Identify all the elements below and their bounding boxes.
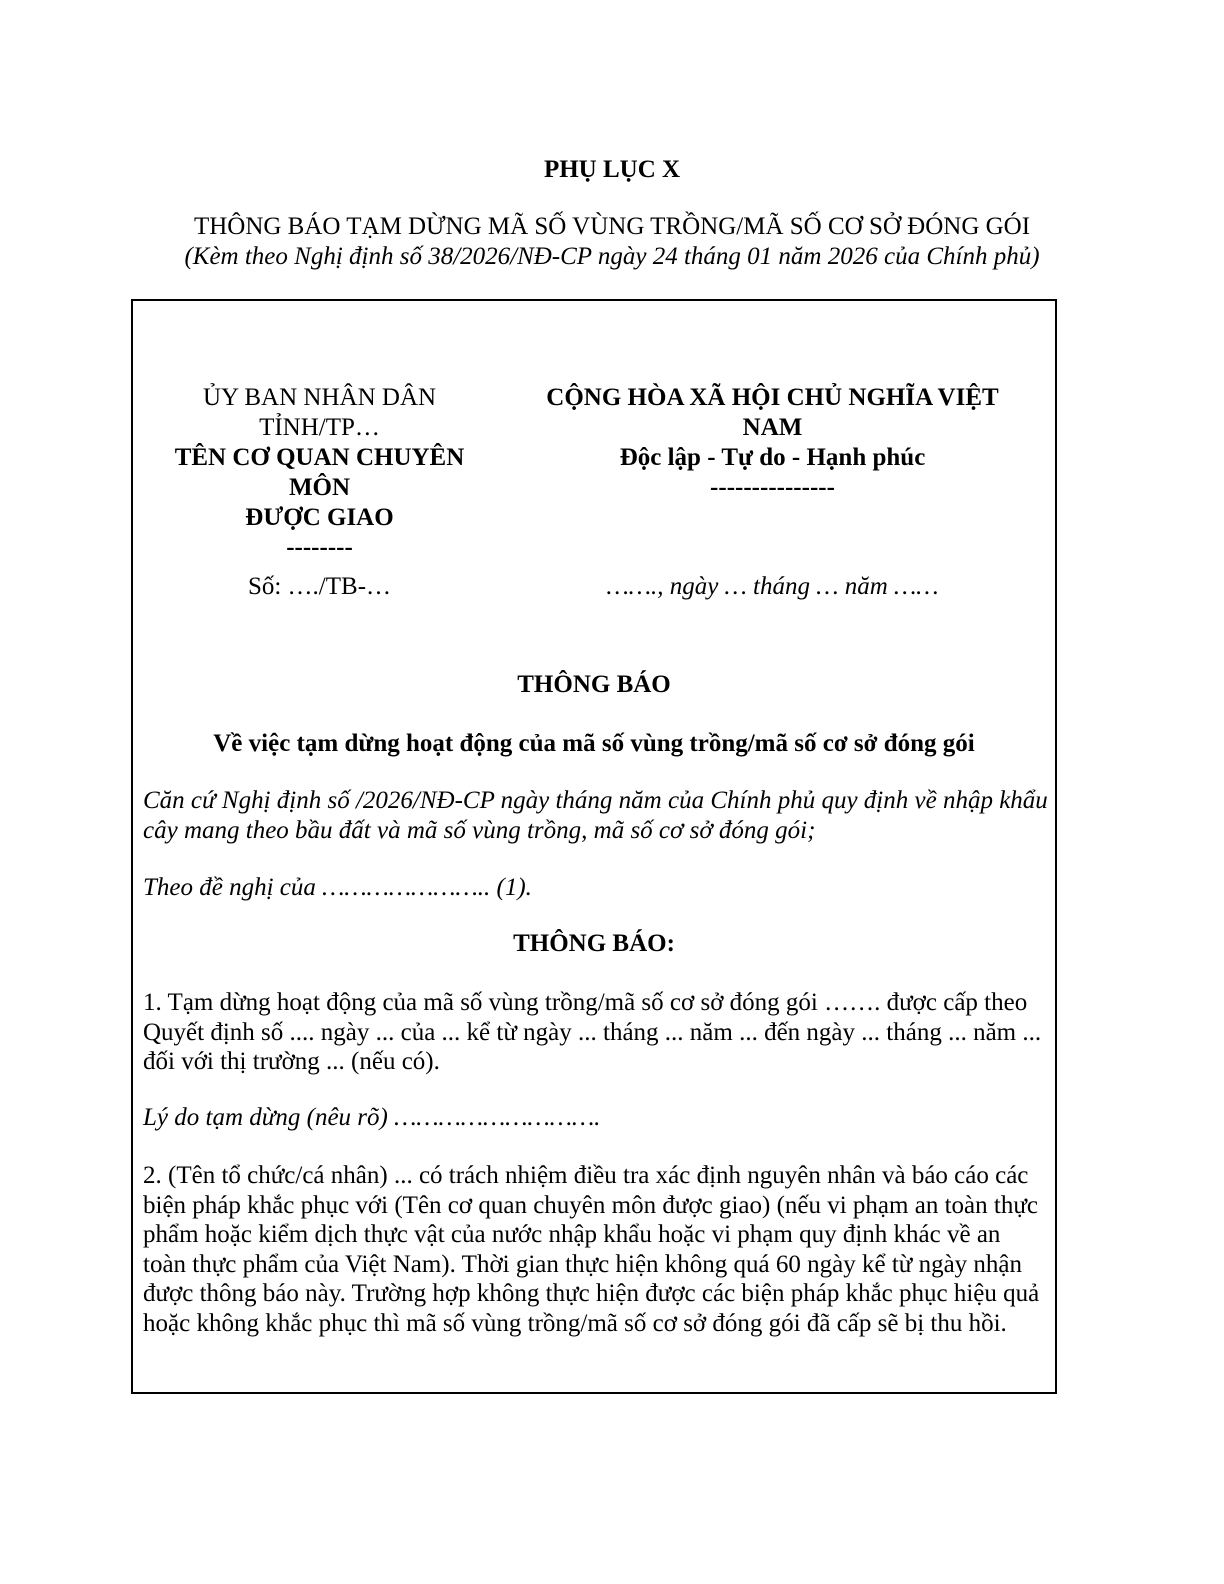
document-number: Số: …./TB-… <box>247 573 392 600</box>
national-title-line-2: NAM <box>742 414 803 441</box>
notice-title: THÔNG BÁO <box>517 671 671 698</box>
notice-subject: Về việc tạm dừng hoạt động của mã số vùng trồng/mã số cơ sở đóng gói <box>213 730 975 757</box>
appendix-title: PHỤ LỤC X <box>543 156 681 183</box>
document-date: ……., ngày … tháng … năm …… <box>606 573 939 600</box>
agency-line-3: ĐƯỢC GIAO <box>245 504 394 531</box>
notice-heading: THÔNG BÁO: <box>513 930 675 957</box>
agency-line-2: MÔN <box>288 474 351 501</box>
agency-line-1: TÊN CƠ QUAN CHUYÊN <box>174 444 465 471</box>
issuer-line-1: ỦY BAN NHÂN DÂN <box>202 384 437 411</box>
national-motto: Độc lập - Tự do - Hạnh phúc <box>619 444 926 471</box>
item-2-paragraph: 2. (Tên tổ chức/cá nhân) ... có trách nhiệm điều tra xác định nguyên nhân và báo cáo các biện pháp khắc phục với (Tên cơ quan chuyên môn được giao) (nếu vi phạm an toàn thực phẩm hoặc kiểm dịch thực vật của nước nhập khẩu hoặc vi phạm quy định khác về an toàn thực phẩm của Việt Nam). Thời gian thực hiện không quá 60 ngày kể từ ngày nhận được thông báo này. Trường hợp không thực hiện được các biện pháp khắc phục hiệu quả hoặc không khắc phục thì mã số vùng trồng/mã số cơ sở đóng gói đã cấp sẽ bị thu hồi. <box>143 1162 1040 1337</box>
issuer-line-2: TỈNH/TP… <box>259 414 380 441</box>
issuer-block <box>162 383 477 563</box>
national-title-line-1: CỘNG HÒA XÃ HỘI CHỦ NGHĨA VIỆT <box>546 384 999 411</box>
legal-basis-paragraph: Căn cứ Nghị định số /2026/NĐ-CP ngày tháng năm của Chính phủ quy định về nhập khẩu cây mang theo bầu đất và mã số vùng trồng, mã số cơ sở đóng gói; <box>143 787 1048 844</box>
document-subtitle: (Kèm theo Nghị định số 38/2026/NĐ-CP ngày 24 tháng 01 năm 2026 của Chính phủ) <box>184 243 1040 270</box>
document-title: THÔNG BÁO TẠM DỪNG MÃ SỐ VÙNG TRỒNG/MÃ SỐ CƠ SỞ ĐÓNG GÓI <box>193 213 1031 240</box>
issuer-separator: -------- <box>286 534 353 561</box>
item-1-paragraph: 1. Tạm dừng hoạt động của mã số vùng trồng/mã số cơ sở đóng gói ……. được cấp theo Quyết định số .... ngày ... của ... kể từ ngày ... tháng ... năm ... đến ngày ... tháng ... năm ... đối với thị trường ... (nếu có). <box>143 989 1042 1075</box>
national-separator: --------------- <box>710 474 835 501</box>
national-header-block <box>520 383 1025 503</box>
proposal-paragraph: Theo đề nghị của ………………….. (1). <box>143 874 532 901</box>
reason-paragraph: Lý do tạm dừng (nêu rõ) ………………………. <box>143 1104 601 1131</box>
